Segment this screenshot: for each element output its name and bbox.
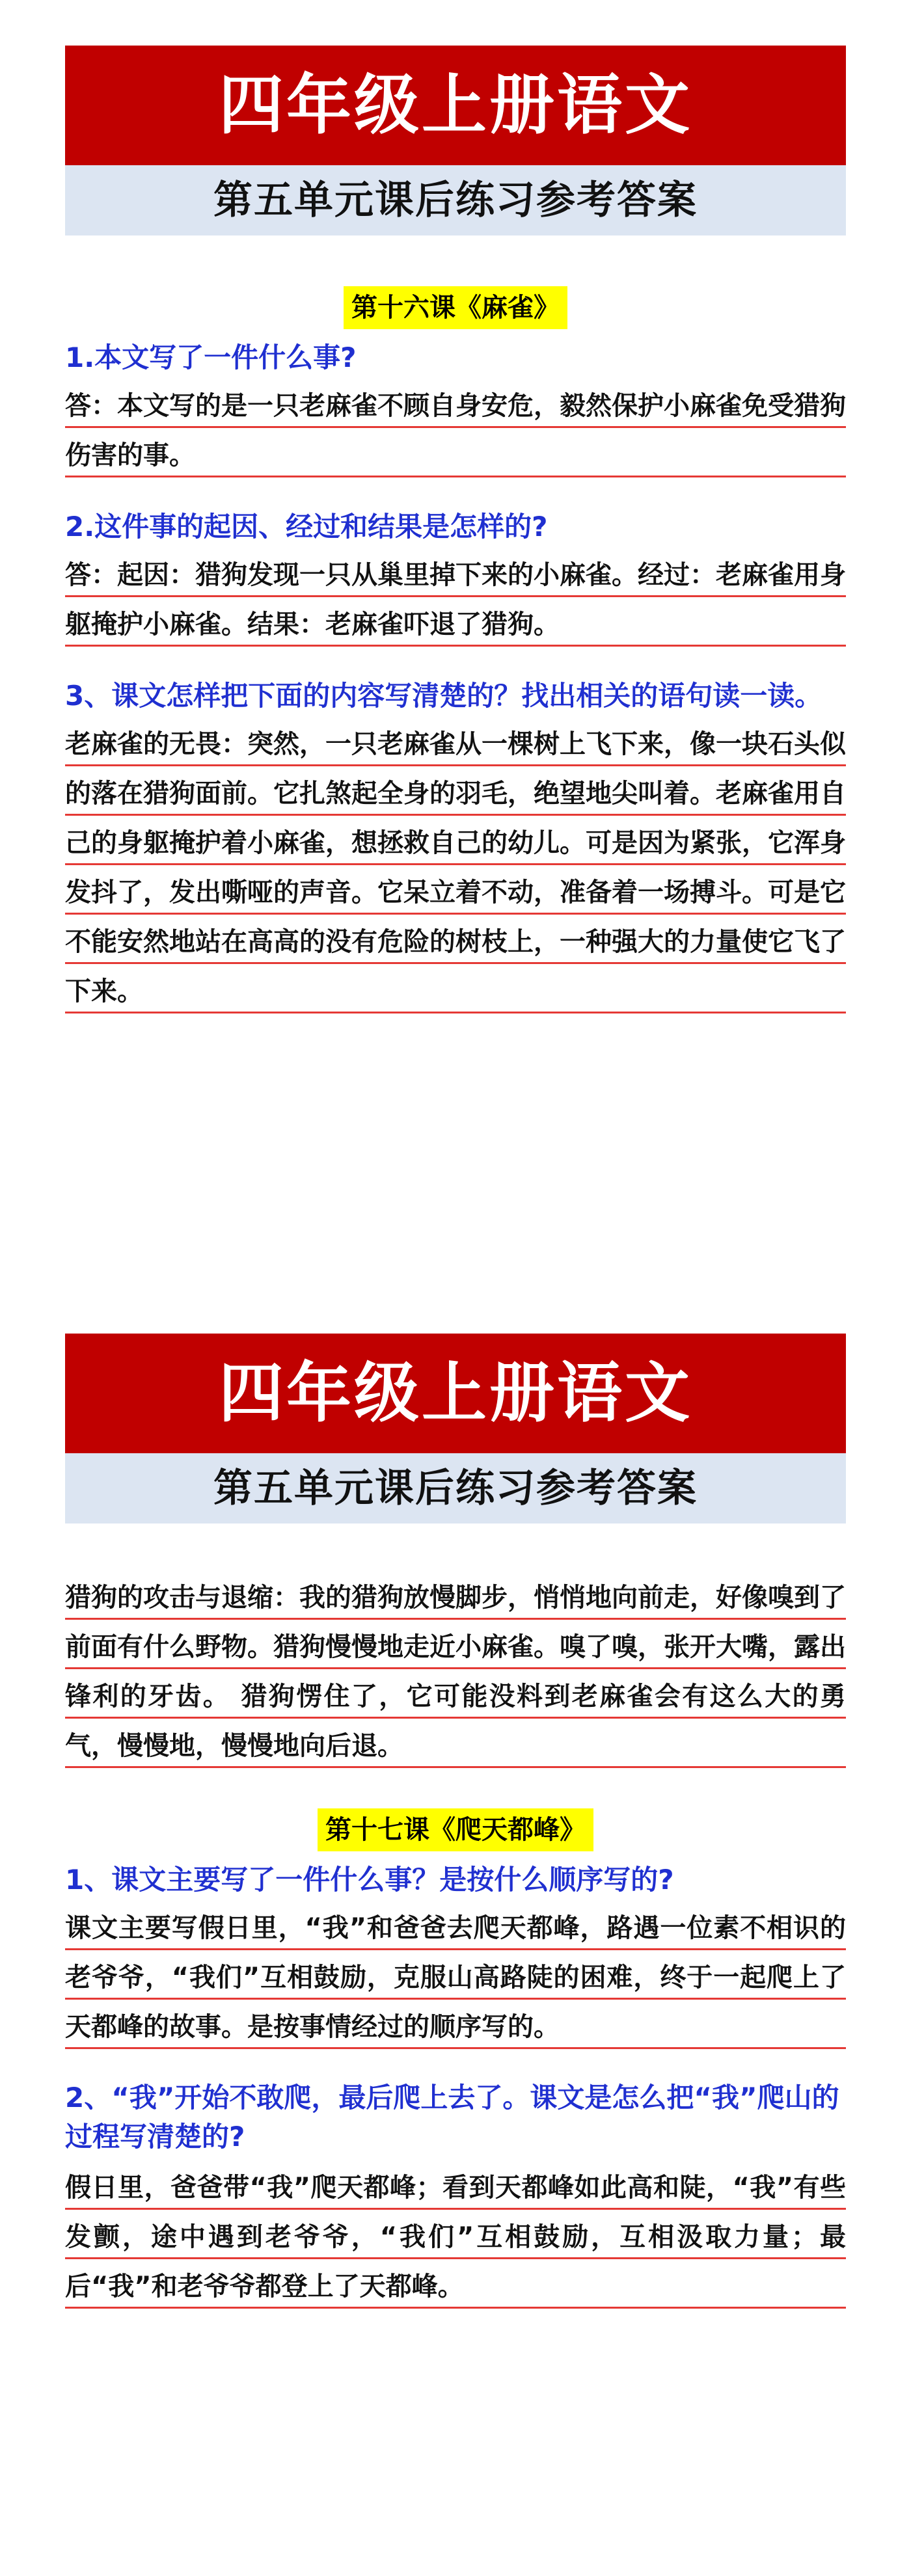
lesson-17-question-1: 1、课文主要写了一件什么事？是按什么顺序写的? bbox=[65, 1864, 674, 1896]
lesson-16-title-wrap bbox=[0, 286, 911, 329]
banner-title: 四年级上册语文 bbox=[65, 46, 846, 165]
lesson-16-question-1: 1.本文写了一件什么事? bbox=[65, 342, 357, 373]
lesson-17-title: 第十七课《爬天都峰》 bbox=[318, 1808, 593, 1851]
page-2 bbox=[0, 1285, 911, 2576]
header-banner bbox=[65, 46, 846, 235]
banner-subtitle-2: 第五单元课后练习参考答案 bbox=[65, 1453, 846, 1523]
lesson-16-answer-1: 答：本文写的是一只老麻雀不顾自身安危，毅然保护小麻雀免受猎狗伤害的事。 bbox=[65, 381, 846, 480]
lesson-17-answer-1: 课文主要写假日里，“我”和爸爸去爬天都峰，路遇一位素不相识的老爷爷，“我们”互相鼓励，克服山高路陡的困难，终于一起爬上了天都峰的故事。是按事情经过的顺序写的。 bbox=[65, 1903, 846, 2052]
lesson-17-question-2: 2、“我”开始不敢爬，最后爬上去了。课文是怎么把“我”爬山的过程写清楚的? bbox=[65, 2082, 839, 2153]
lesson-16-answer-2: 答：起因：猎狗发现一只从巢里掉下来的小麻雀。经过：老麻雀用身躯掩护小麻雀。结果：老麻雀吓退了猎狗。 bbox=[65, 550, 846, 649]
banner-title-2: 四年级上册语文 bbox=[65, 1334, 846, 1453]
lesson-16-question-3: 3、课文怎样把下面的内容写清楚的？找出相关的语句读一读。 bbox=[65, 680, 823, 712]
page-1 bbox=[0, 0, 911, 1285]
lesson-16-title: 第十六课《麻雀》 bbox=[344, 286, 567, 329]
lesson-16-question-2: 2.这件事的起因、经过和结果是怎样的? bbox=[65, 511, 548, 543]
lesson-17-answer-2: 假日里，爸爸带“我”爬天都峰；看到天都峰如此高和陡，“我”有些发颤，途中遇到老爷爷，“我们”互相鼓励，互相汲取力量；最后“我”和老爷爷都登上了天都峰。 bbox=[65, 2163, 846, 2311]
lesson-16-answer-3: 老麻雀的无畏：突然，一只老麻雀从一棵树上飞下来，像一块石头似的落在猎狗面前。它扎煞起全身的羽毛，绝望地尖叫着。老麻雀用自己的身躯掩护着小麻雀，想拯救自己的幼儿。可是因为紧张，它浑身发抖了，发出嘶哑的声音。它呆立着不动，准备着一场搏斗。可是它不能安然地站在高高的没有危险的树枝上，一种强大的力量使它飞了下来。 bbox=[65, 719, 846, 1016]
lesson-16-answer-3-continued: 猎狗的攻击与退缩：我的猎狗放慢脚步，悄悄地向前走，好像嗅到了前面有什么野物。猎狗慢慢地走近小麻雀。嗅了嗅，张开大嘴，露出锋利的牙齿。 猎狗愣住了，它可能没料到老麻雀会有这么大的勇气，慢慢地，慢慢地向后退。 bbox=[65, 1573, 846, 1771]
lesson-17-title-wrap bbox=[0, 1808, 911, 1851]
header-banner-2 bbox=[65, 1334, 846, 1523]
banner-subtitle: 第五单元课后练习参考答案 bbox=[65, 165, 846, 235]
